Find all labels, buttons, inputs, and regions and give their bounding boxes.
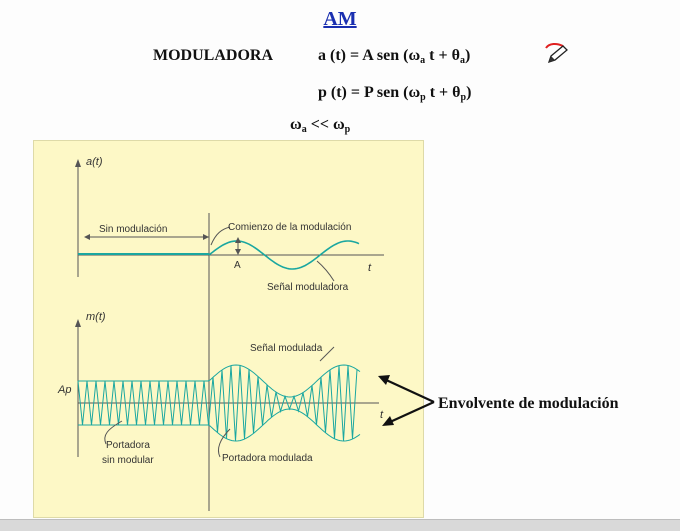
am-diagram [34, 141, 423, 517]
modulated-signal-label: Señal modulada [250, 343, 323, 354]
bottom-y-arrow [75, 319, 81, 327]
envelope-upper [78, 365, 360, 397]
equation-carrier-signal: p (t) = P sen ($\omega_p$ $t + \theta_p$) [318, 84, 472, 103]
amplitude-label: A [234, 260, 241, 271]
equation-modulating-signal: a (t) = A sen ($\omega_a$ $t + \theta_a$) [318, 47, 471, 66]
slide-title: AM [323, 8, 357, 30]
envelope-label: Envolvente de modulación [438, 395, 619, 412]
bottom-time-label: t [380, 409, 384, 421]
modulator-label: MODULADORA [153, 47, 273, 64]
am-figure [33, 140, 424, 518]
bottom-axis-label: m(t) [86, 311, 106, 323]
envelope-arrows [370, 365, 440, 435]
modulated-carrier-label: Portadora modulada [222, 453, 313, 464]
modulation-start-label: Comienzo de la modulación [228, 222, 352, 233]
equation-frequency-relation: $\omega_a << \omega_p$ [290, 116, 351, 135]
top-y-arrow [75, 159, 81, 167]
no-modulation-label: Sin modulación [99, 224, 168, 235]
pencil-icon[interactable] [543, 42, 571, 66]
top-time-label: t [368, 262, 372, 274]
unmodulated-carrier-label-1: Portadora [106, 440, 150, 451]
carrier-amplitude-label: Ap [58, 384, 72, 396]
top-axis-label: a(t) [86, 156, 103, 168]
unmodulated-carrier-label-2: sin modular [102, 455, 154, 466]
bottom-bar [0, 519, 680, 531]
modulating-signal-label: Señal moduladora [267, 282, 349, 293]
